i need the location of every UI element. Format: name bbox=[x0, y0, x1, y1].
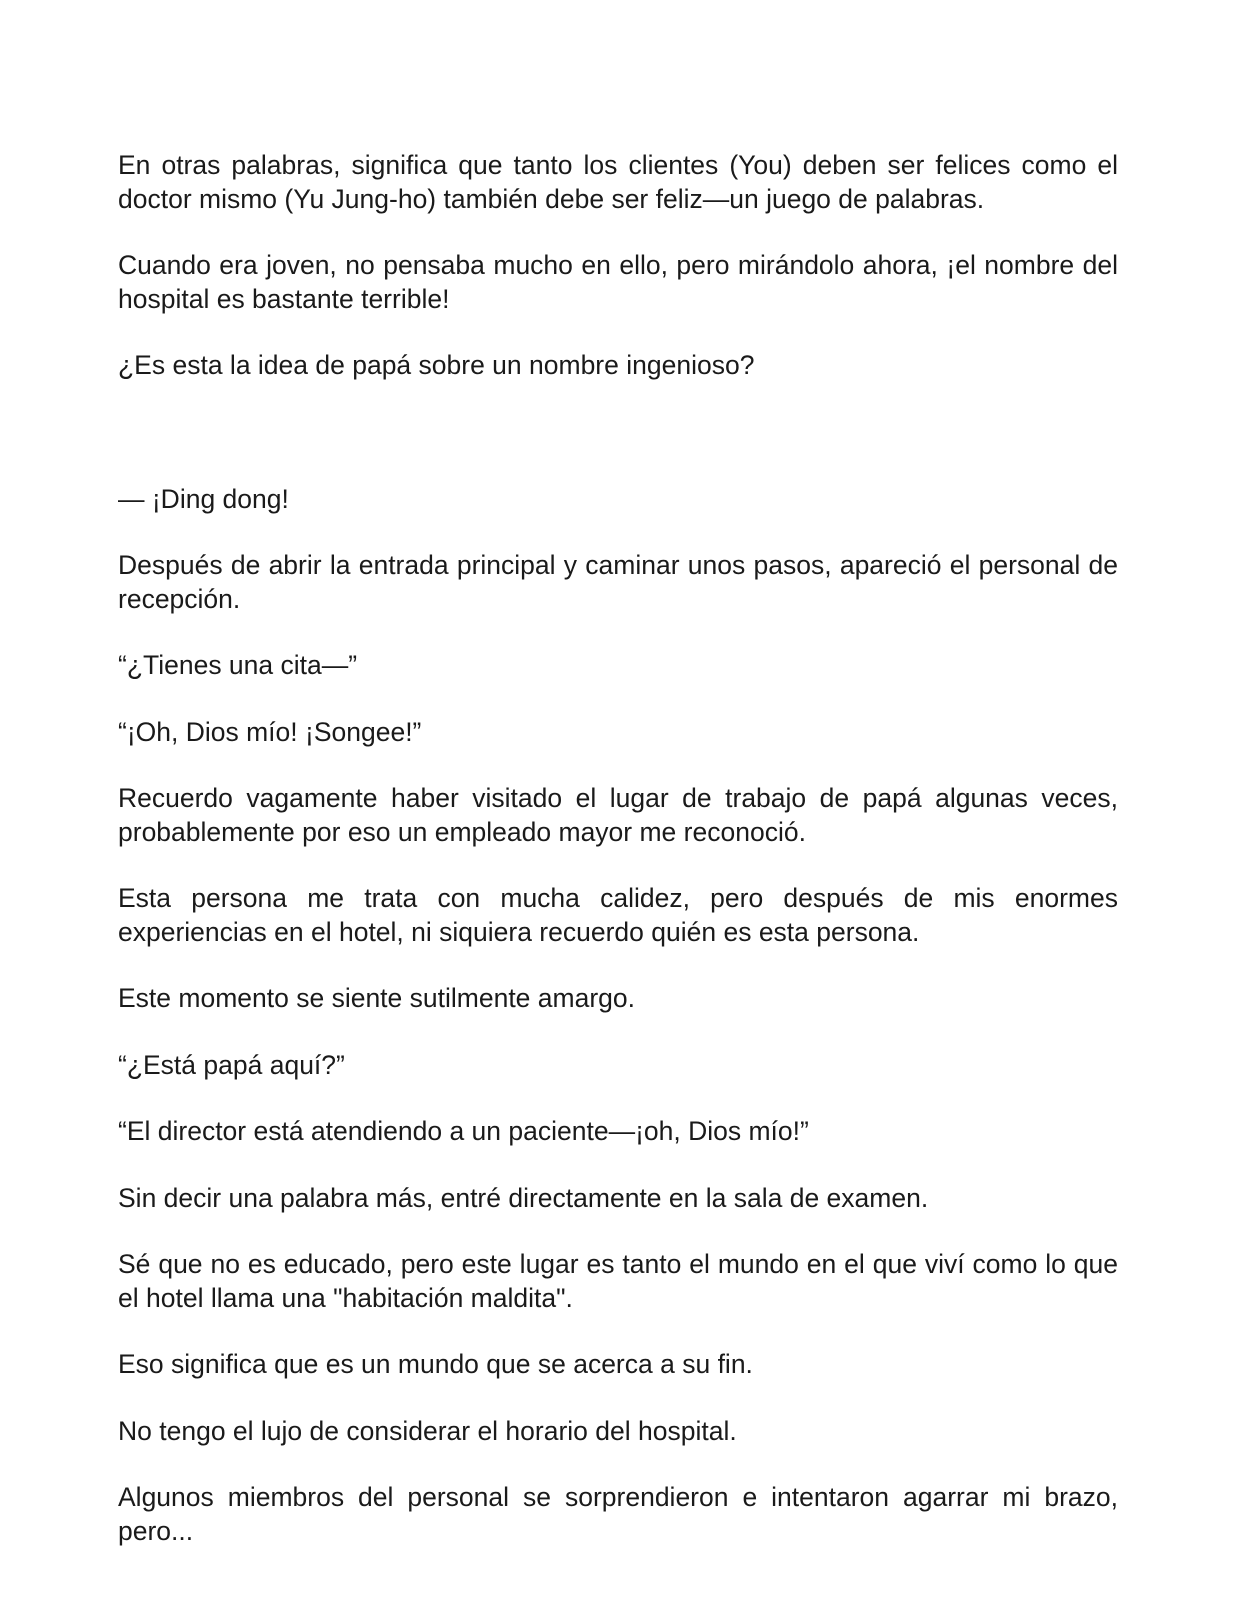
paragraph-16: No tengo el lujo de considerar el horario del hospital. bbox=[118, 1415, 737, 1446]
paragraph-15: Eso significa que es un mundo que se acerca a su fin. bbox=[118, 1349, 753, 1379]
paragraph-12: “El director está atendiendo a un paciente—¡oh, Dios mío!” bbox=[118, 1116, 809, 1146]
paragraph-13: Sin decir una palabra más, entré directamente en la sala de examen. bbox=[118, 1182, 929, 1213]
paragraph-5: Después de abrir la entrada principal y caminar unos pasos, apareció el personal de recepción. bbox=[118, 550, 1118, 614]
paragraph-7: “¡Oh, Dios mío! ¡Songee!” bbox=[118, 716, 422, 747]
paragraph-1: En otras palabras, significa que tanto los clientes (You) deben ser felices como el doctor mismo (Yu Jung-ho) también debe ser feliz—un juego de palabras. bbox=[118, 150, 1118, 214]
paragraph-6: “¿Tienes una cita—” bbox=[118, 650, 358, 680]
paragraph-11: “¿Está papá aquí?” bbox=[118, 1049, 345, 1080]
paragraph-3: ¿Es esta la idea de papá sobre un nombre ingenioso? bbox=[118, 350, 755, 380]
paragraph-4: — ¡Ding dong! bbox=[118, 483, 289, 514]
paragraph-10: Este momento se siente sutilmente amargo. bbox=[118, 983, 635, 1013]
paragraph-17: Algunos miembros del personal se sorprendieron e intentaron agarrar mi brazo, pero... bbox=[118, 1482, 1118, 1546]
document-body bbox=[118, 149, 1118, 1548]
paragraph-14: Sé que no es educado, pero este lugar es tanto el mundo en el que viví como lo que el hotel llama una "habitación maldita". bbox=[118, 1249, 1118, 1313]
paragraph-9: Esta persona me trata con mucha calidez, pero después de mis enormes experiencias en el hotel, ni siquiera recuerdo quién es esta persona. bbox=[118, 883, 1118, 947]
paragraph-8: Recuerdo vagamente haber visitado el lugar de trabajo de papá algunas veces, probablemente por eso un empleado mayor me reconoció. bbox=[118, 783, 1118, 847]
paragraph-2: Cuando era joven, no pensaba mucho en ello, pero mirándolo ahora, ¡el nombre del hospital es bastante terrible! bbox=[118, 250, 1118, 314]
